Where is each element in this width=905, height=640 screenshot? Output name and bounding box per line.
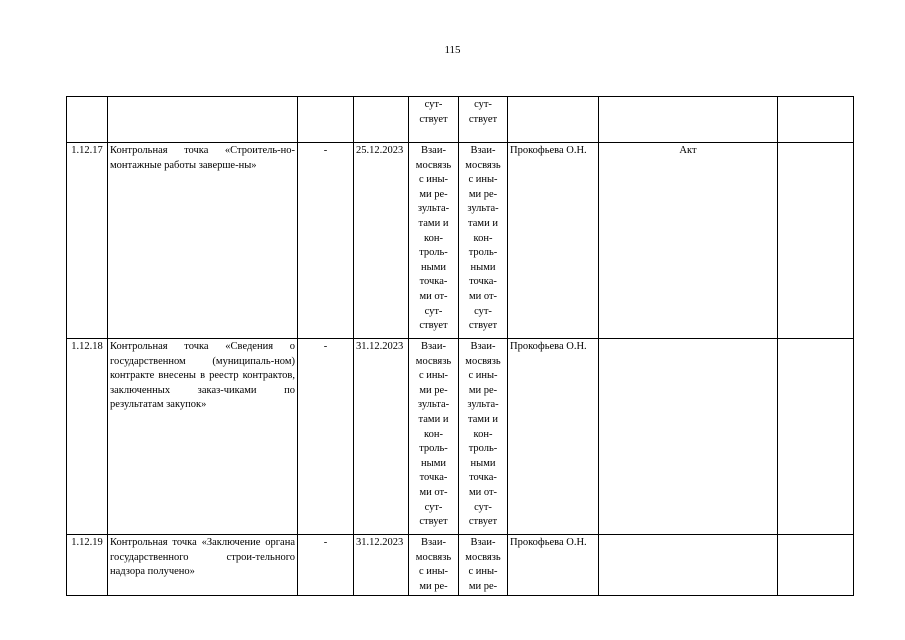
dependency-line: ми ре- <box>468 580 498 592</box>
dependency-line: ствует <box>468 113 498 125</box>
dependency-line: Взаи- <box>421 341 446 352</box>
dependency-line: ми от- <box>468 290 498 302</box>
dependency-line: тами и <box>468 217 498 229</box>
dependency-line: Взаи- <box>470 145 496 156</box>
dependency-line: с ины- <box>468 174 498 186</box>
cell-document <box>599 339 778 535</box>
cell-number: 1.12.18 <box>67 339 108 535</box>
dependency-line: сут- <box>424 99 443 110</box>
cell-description <box>108 97 298 143</box>
cell-extra <box>778 97 854 143</box>
dependency-line: точка- <box>419 276 448 288</box>
dependency-line: ными <box>470 457 496 469</box>
cell-description: Контрольная точка «Сведения о государственном (муниципаль-ном) контракте внесены в реестр контрактов, заключенных заказ-чиками по результатам закупок» <box>108 339 298 535</box>
dependency-line: ми ре- <box>468 188 498 200</box>
dependency-line: Взаи- <box>421 145 446 156</box>
dependency-line: ными <box>421 457 446 469</box>
dependency-line: ми ре- <box>419 580 448 592</box>
dependency-line: ми ре- <box>468 384 498 396</box>
dependency-line: зульта- <box>417 203 450 215</box>
cell-number: 1.12.17 <box>67 143 108 339</box>
dependency-line: ными <box>421 261 446 273</box>
dependency-line: мосвязь <box>415 551 452 563</box>
dependency-line: тами и <box>418 217 449 229</box>
dependency-line: мосвязь <box>415 355 452 367</box>
dependency-line: мосвязь <box>465 159 501 171</box>
cell-dependency-prev <box>409 143 459 339</box>
dependency-line: ствует <box>419 113 448 125</box>
cell-responsible: Прокофьева О.Н. <box>508 339 599 535</box>
dependency-line: тами и <box>418 413 449 425</box>
dependency-line: троль- <box>468 247 498 259</box>
cell-end: 25.12.2023 <box>354 143 409 339</box>
cell-end: 31.12.2023 <box>354 535 409 596</box>
dependency-line: с ины- <box>418 566 449 578</box>
dependency-line: троль- <box>468 443 498 455</box>
dependency-line: зульта- <box>467 203 499 215</box>
table-row-continuation <box>67 97 854 143</box>
dependency-line: Взаи- <box>470 341 496 352</box>
cell-dependency-next <box>459 143 508 339</box>
table-row <box>67 339 854 535</box>
cell-dependency-prev <box>409 535 459 596</box>
dependency-line: мосвязь <box>465 355 501 367</box>
cell-number: 1.12.19 <box>67 535 108 596</box>
cell-document: Акт <box>599 143 778 339</box>
dependency-line: ми от- <box>468 486 498 498</box>
dependency-line: сут- <box>474 305 492 317</box>
dependency-line: сут- <box>424 501 443 513</box>
cell-dependency-prev <box>409 339 459 535</box>
dependency-line: зульта- <box>417 399 450 411</box>
cell-start: - <box>298 339 354 535</box>
cell-start <box>298 97 354 143</box>
dependency-line: с ины- <box>468 370 498 382</box>
cell-description: Контрольная точка «Заключение органа государственного строи-тельного надзора получено» <box>108 535 298 596</box>
dependency-line: ствует <box>468 516 498 528</box>
dependency-line: зульта- <box>467 399 499 411</box>
dependency-line: сут- <box>424 305 443 317</box>
dependency-line: точка- <box>469 276 497 288</box>
dependency-line: сут- <box>474 501 492 513</box>
cell-dependency-next <box>459 339 508 535</box>
dependency-line: сут- <box>474 99 492 110</box>
dependency-line: ми от- <box>419 486 448 498</box>
cell-description: Контрольная точка «Строитель-но-монтажные работы заверше-ны» <box>108 143 298 339</box>
cell-start: - <box>298 535 354 596</box>
cell-responsible <box>508 97 599 143</box>
cell-number <box>67 97 108 143</box>
cell-dependency-next <box>459 535 508 596</box>
cell-responsible: Прокофьева О.Н. <box>508 535 599 596</box>
dependency-line: ствует <box>468 320 498 332</box>
dependency-line: Взаи- <box>421 537 446 548</box>
table-row <box>67 143 854 339</box>
dependency-line: с ины- <box>418 370 449 382</box>
dependency-line: мосвязь <box>415 159 452 171</box>
cell-dependency-prev <box>409 97 459 143</box>
dependency-line: ми ре- <box>419 384 448 396</box>
cell-responsible: Прокофьева О.Н. <box>508 143 599 339</box>
page-number: 115 <box>444 44 461 56</box>
dependency-line: ми от- <box>419 290 448 302</box>
dependency-line: кон- <box>424 428 443 440</box>
dependency-line: кон- <box>424 232 443 244</box>
dependency-line: точка- <box>419 472 448 484</box>
cell-document <box>599 97 778 143</box>
cell-extra <box>778 143 854 339</box>
plan-table <box>66 96 854 596</box>
cell-extra <box>778 339 854 535</box>
cell-start: - <box>298 143 354 339</box>
dependency-line: ными <box>470 261 496 273</box>
cell-end <box>354 97 409 143</box>
dependency-line: Взаи- <box>470 537 496 548</box>
dependency-line: тами и <box>468 413 498 425</box>
cell-end: 31.12.2023 <box>354 339 409 535</box>
cell-dependency-next <box>459 97 508 143</box>
dependency-line: мосвязь <box>465 551 501 563</box>
table-row <box>67 535 854 596</box>
dependency-line: троль- <box>419 247 448 259</box>
dependency-line: с ины- <box>468 566 498 578</box>
dependency-line: кон- <box>473 232 493 244</box>
dependency-line: с ины- <box>418 174 449 186</box>
dependency-line: ми ре- <box>419 188 448 200</box>
dependency-line: точка- <box>469 472 497 484</box>
dependency-line: ствует <box>419 516 448 528</box>
dependency-line: троль- <box>419 443 448 455</box>
cell-document <box>599 535 778 596</box>
dependency-line: ствует <box>419 320 448 332</box>
cell-extra <box>778 535 854 596</box>
dependency-line: кон- <box>473 428 493 440</box>
